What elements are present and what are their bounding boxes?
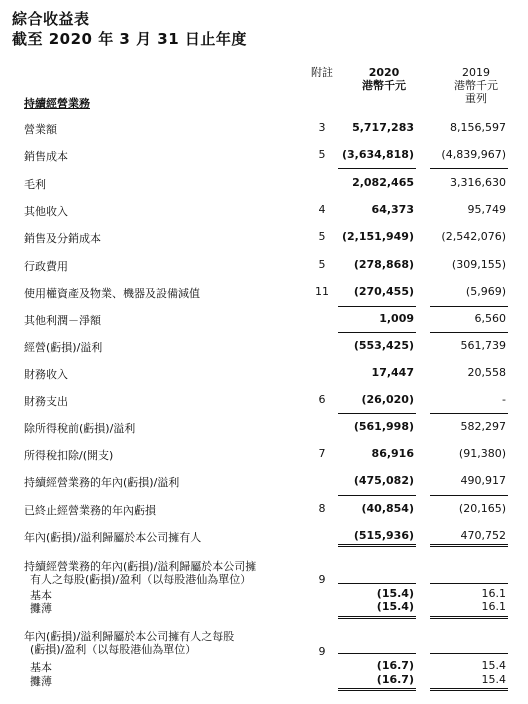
underline	[338, 583, 416, 584]
statement-row	[0, 339, 528, 353]
underline	[338, 495, 416, 496]
statement-row	[0, 529, 528, 543]
line-item-2020: (3,634,818)	[342, 148, 414, 161]
underline	[338, 168, 416, 169]
eps-continuing-basic-row	[0, 587, 528, 601]
line-item-label: 所得稅扣除/(開支)	[24, 449, 114, 462]
line-item-note: 5	[318, 148, 326, 161]
eps-continuing-basic-label: 基本	[30, 589, 52, 602]
line-item-label: 銷售及分銷成本	[24, 232, 101, 245]
underline	[338, 306, 416, 307]
eps-continuing-diluted-2020: (15.4)	[376, 600, 414, 613]
note-column-header: 附註	[311, 66, 333, 79]
eps-continuing-note-row	[0, 573, 528, 587]
line-item-2020: 17,447	[371, 366, 414, 379]
statement-row	[0, 203, 528, 217]
statement-row	[0, 312, 528, 326]
line-item-note: 7	[318, 447, 326, 460]
line-item-2020: (2,151,949)	[342, 230, 414, 243]
eps-total-basic-2020: (16.7)	[376, 659, 414, 672]
eps-total-diluted-label: 攤薄	[30, 675, 52, 688]
line-item-2019: 470,752	[460, 529, 506, 542]
line-item-2019: (5,969)	[465, 285, 506, 298]
double-underline	[430, 688, 508, 691]
line-item-label: 財務支出	[24, 395, 68, 408]
eps-continuing-basic-2020: (15.4)	[376, 587, 414, 600]
underline	[430, 653, 508, 654]
line-item-label: 毛利	[24, 178, 46, 191]
line-item-note: 5	[318, 230, 326, 243]
eps-total-label-2: (虧損)/盈利（以每股港仙為單位）	[30, 643, 197, 656]
line-item-note: 4	[318, 203, 326, 216]
line-item-label: 使用權資產及物業、機器及設備減值	[24, 287, 200, 300]
eps-total-basic-2019: 15.4	[481, 659, 506, 672]
line-item-2019: (91,380)	[458, 447, 506, 460]
year-2019-restated: 重列	[465, 92, 487, 105]
underline	[430, 168, 508, 169]
year-2019-label: 2019	[462, 66, 490, 79]
year-2019-header	[444, 66, 508, 105]
line-item-2019: 6,560	[474, 312, 506, 325]
eps-total-basic-row	[0, 659, 528, 673]
statement-row	[0, 366, 528, 380]
line-item-2020: 5,717,283	[352, 121, 414, 134]
line-item-label: 其他利潤－淨額	[24, 314, 101, 327]
eps-total-diluted-2019: 15.4	[481, 673, 506, 686]
underline	[430, 495, 508, 496]
eps-continuing-diluted-label: 攤薄	[30, 602, 52, 615]
line-item-2019: 561,739	[460, 339, 506, 352]
eps-total-label-1: 年內(虧損)/溢利歸屬於本公司擁有人之每股	[24, 630, 235, 643]
double-underline	[338, 544, 416, 547]
line-item-2020: (40,854)	[361, 502, 414, 515]
section-heading: 持續經營業務	[24, 97, 90, 110]
statement-row	[0, 502, 528, 516]
statement-title: 綜合收益表	[12, 10, 90, 28]
eps-continuing-diluted-row	[0, 600, 528, 614]
statement-period: 截至 2020 年 3 月 31 日止年度	[12, 30, 247, 48]
line-item-2020: (278,868)	[353, 258, 414, 271]
line-item-2020: 1,009	[379, 312, 414, 325]
statement-row	[0, 393, 528, 407]
line-item-note: 6	[318, 393, 326, 406]
line-item-2019: (20,165)	[458, 502, 506, 515]
underline	[430, 413, 508, 414]
line-item-2020: (270,455)	[353, 285, 414, 298]
statement-row	[0, 176, 528, 190]
line-item-2019: (4,839,967)	[441, 148, 506, 161]
eps-continuing-note: 9	[318, 573, 326, 586]
eps-continuing-basic-2019: 16.1	[481, 587, 506, 600]
line-item-2020: (515,936)	[353, 529, 414, 542]
double-underline	[338, 688, 416, 691]
line-item-label: 財務收入	[24, 368, 68, 381]
line-item-2019: (2,542,076)	[441, 230, 506, 243]
line-item-2020: 86,916	[371, 447, 414, 460]
line-item-note: 11	[315, 285, 329, 298]
line-item-2020: (553,425)	[353, 339, 414, 352]
underline	[430, 583, 508, 584]
line-item-2020: 64,373	[371, 203, 414, 216]
underline	[338, 332, 416, 333]
statement-row	[0, 258, 528, 272]
double-underline	[430, 616, 508, 619]
statement-row	[0, 148, 528, 162]
line-item-note: 3	[318, 121, 326, 134]
line-item-note: 5	[318, 258, 326, 271]
line-item-label: 銷售成本	[24, 150, 68, 163]
line-item-label: 年內(虧損)/溢利歸屬於本公司擁有人	[24, 531, 202, 544]
line-item-2019: (309,155)	[451, 258, 506, 271]
line-item-label: 營業額	[24, 123, 57, 136]
underline	[430, 332, 508, 333]
eps-total-diluted-2020: (16.7)	[376, 673, 414, 686]
year-2020-label: 2020	[368, 66, 400, 79]
eps-total-note-row	[0, 645, 528, 659]
line-item-2019: -	[502, 393, 506, 406]
line-item-2020: 2,082,465	[352, 176, 414, 189]
line-item-label: 持續經營業務的年內(虧損)/溢利	[24, 476, 180, 489]
year-2020-header	[352, 66, 416, 92]
line-item-2019: 20,558	[467, 366, 506, 379]
line-item-label: 其他收入	[24, 205, 68, 218]
eps-continuing-diluted-2019: 16.1	[481, 600, 506, 613]
statement-row	[0, 447, 528, 461]
year-2019-unit: 港幣千元	[454, 79, 498, 92]
underline	[338, 653, 416, 654]
eps-continuing-label-1: 持續經營業務的年內(虧損)/溢利歸屬於本公司擁	[24, 560, 257, 573]
statement-row	[0, 121, 528, 135]
line-item-label: 經營(虧損)/溢利	[24, 341, 103, 354]
year-2020-unit: 港幣千元	[362, 79, 406, 92]
line-item-label: 已終止經營業務的年內虧損	[24, 504, 156, 517]
line-item-2019: 95,749	[467, 203, 506, 216]
underline	[430, 306, 508, 307]
line-item-label: 除所得稅前(虧損)/溢利	[24, 422, 136, 435]
double-underline	[338, 616, 416, 619]
statement-row	[0, 474, 528, 488]
line-item-2020: (26,020)	[361, 393, 414, 406]
line-item-2020: (561,998)	[353, 420, 414, 433]
line-item-2019: 8,156,597	[450, 121, 506, 134]
eps-continuing-label-2: 有人之每股(虧損)/盈利（以每股港仙為單位）	[30, 573, 252, 586]
line-item-note: 8	[318, 502, 326, 515]
statement-row	[0, 230, 528, 244]
underline	[338, 413, 416, 414]
statement-row	[0, 285, 528, 299]
double-underline	[430, 544, 508, 547]
line-item-2019: 3,316,630	[450, 176, 506, 189]
statement-row	[0, 420, 528, 434]
eps-total-basic-label: 基本	[30, 661, 52, 674]
line-item-2020: (475,082)	[353, 474, 414, 487]
line-item-2019: 582,297	[460, 420, 506, 433]
eps-total-note: 9	[318, 645, 326, 658]
line-item-2019: 490,917	[460, 474, 506, 487]
line-item-label: 行政費用	[24, 260, 68, 273]
eps-total-diluted-row	[0, 673, 528, 687]
